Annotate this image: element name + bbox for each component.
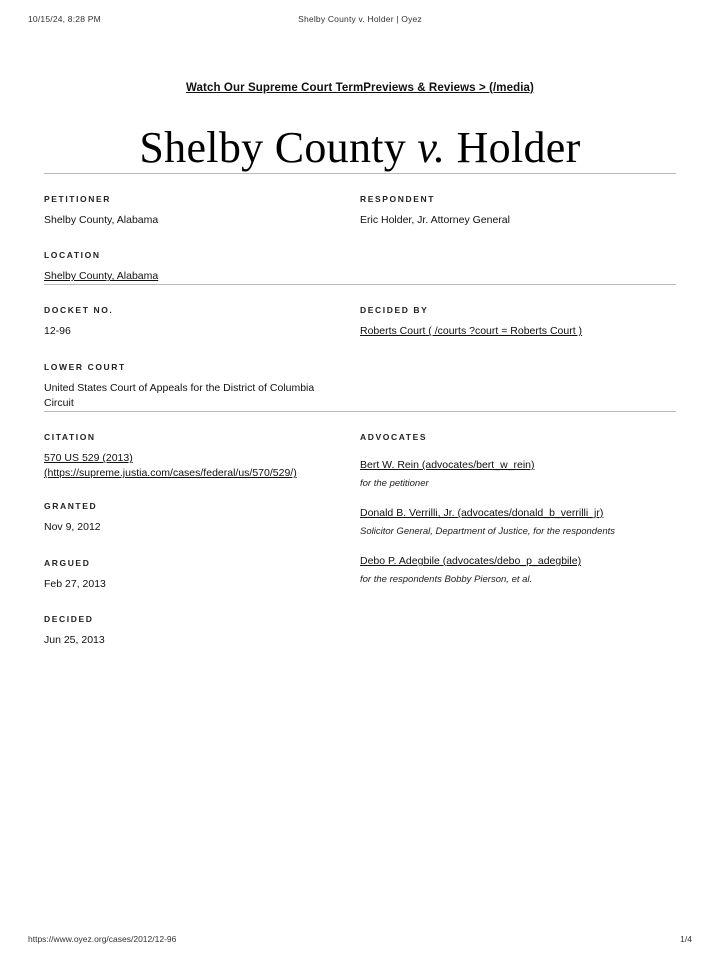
section-citation-advocates — [44, 412, 676, 648]
argued-label: ARGUED — [44, 557, 91, 568]
advocate-role: Solicitor General, Department of Justice, for the respondents — [360, 525, 616, 537]
promo-banner — [44, 78, 676, 96]
citation-url[interactable]: (https://supreme.justia.com/cases/federal/us/570/529/) — [44, 467, 297, 480]
document-content — [44, 44, 676, 648]
petitioner-value: Shelby County, Alabama — [44, 214, 159, 226]
case-title-part1: Shelby County — [139, 123, 407, 172]
decided-by-value[interactable]: Roberts Court ( /courts ?court = Roberts Court ) — [360, 325, 583, 338]
docket-value: 12-96 — [44, 325, 71, 338]
citation-value[interactable]: 570 US 529 (2013) — [44, 452, 133, 465]
print-header-date: 10/15/24, 8:28 PM — [28, 14, 101, 24]
field-location — [44, 250, 346, 284]
section-parties — [44, 174, 676, 284]
field-decided — [44, 614, 346, 648]
field-docket — [44, 305, 346, 339]
parties-right-column — [360, 174, 676, 284]
decided-by-label: DECIDED BY — [360, 305, 429, 316]
field-citation — [44, 432, 346, 479]
advocates-column — [360, 412, 676, 648]
case-title-part2: Holder — [456, 123, 581, 172]
field-lower-court — [44, 362, 346, 411]
page-title — [44, 122, 676, 173]
advocate-name[interactable]: Debo P. Adegbile (advocates/debo_p_adegbile) — [360, 555, 582, 568]
granted-label: GRANTED — [44, 501, 98, 512]
field-advocates — [360, 432, 672, 586]
parties-left-column — [44, 174, 360, 284]
field-petitioner — [44, 194, 346, 228]
citation-label: CITATION — [44, 432, 96, 443]
citation-column — [44, 412, 360, 648]
advocates-label: ADVOCATES — [360, 432, 428, 443]
field-decided-by — [360, 305, 672, 339]
location-value[interactable]: Shelby County, Alabama — [44, 270, 159, 283]
court-left-column — [44, 285, 360, 411]
advocate-name[interactable]: Bert W. Rein (advocates/bert_w_rein) — [360, 459, 535, 472]
lower-court-label: LOWER COURT — [44, 361, 126, 372]
print-footer-url: https://www.oyez.org/cases/2012/12-96 — [28, 934, 177, 944]
field-respondent — [360, 194, 672, 228]
field-argued — [44, 558, 346, 592]
list-item — [360, 458, 672, 490]
respondent-value: Eric Holder, Jr. Attorney General — [360, 214, 510, 226]
list-item — [360, 506, 672, 538]
argued-value: Feb 27, 2013 — [44, 577, 106, 590]
location-label: LOCATION — [44, 250, 101, 261]
field-granted — [44, 501, 346, 535]
print-header — [0, 14, 720, 24]
advocate-role: for the petitioner — [360, 477, 429, 489]
decided-label: DECIDED — [44, 613, 94, 624]
respondent-label: RESPONDENT — [360, 194, 436, 204]
list-item — [360, 554, 672, 586]
term-previews-link[interactable]: Watch Our Supreme Court TermPreviews & Reviews > (/media) — [186, 82, 534, 94]
petitioner-label: PETITIONER — [44, 194, 112, 204]
case-title-v: v. — [417, 123, 446, 172]
print-header-title: Shelby County v. Holder | Oyez — [298, 14, 422, 24]
section-court-info — [44, 285, 676, 411]
lower-court-value: United States Court of Appeals for the District of Columbia Circuit — [44, 381, 315, 409]
advocate-name[interactable]: Donald B. Verrilli, Jr. (advocates/donald_b_verrilli_jr) — [360, 507, 604, 520]
advocate-role: for the respondents Bobby Pierson, et al. — [360, 573, 533, 585]
court-right-column — [360, 285, 676, 411]
granted-value: Nov 9, 2012 — [44, 521, 101, 534]
decided-value: Jun 25, 2013 — [44, 633, 105, 646]
docket-label: DOCKET NO. — [44, 305, 114, 316]
print-footer-page: 1/4 — [680, 934, 692, 944]
